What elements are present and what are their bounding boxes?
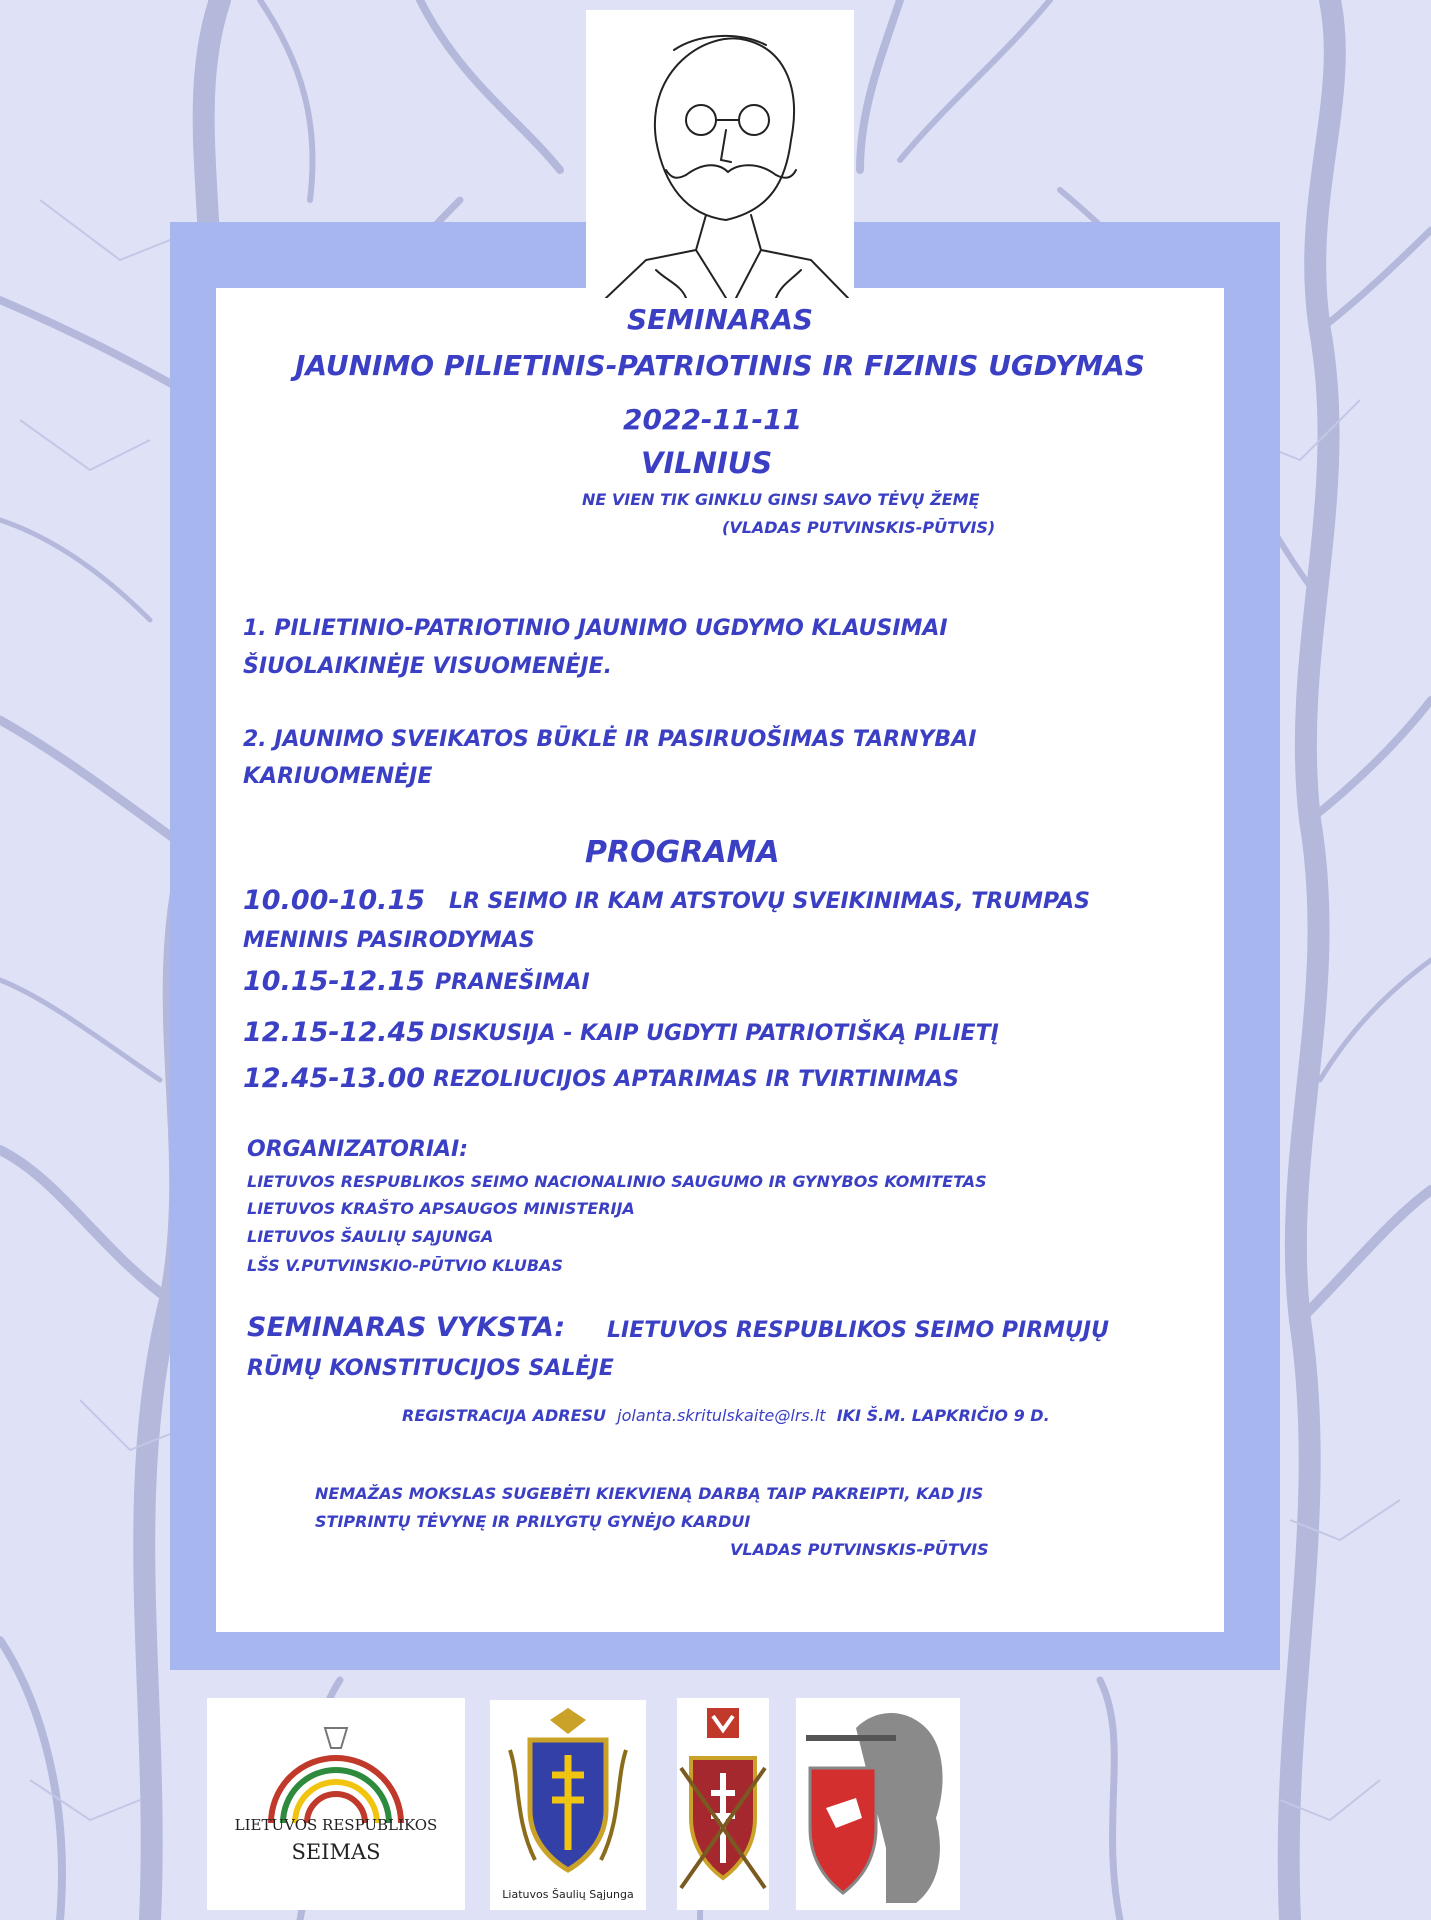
seminar-city: VILNIUS (641, 446, 773, 480)
seminar-date: 2022-11-11 (623, 403, 803, 436)
organizer-4: LŠS V.PUTVINSKIO-PŪTVIO KLUBAS (247, 1256, 563, 1275)
kam-logo (677, 1698, 769, 1910)
organizer-3: LIETUVOS ŠAULIŲ SĄJUNGA (247, 1227, 494, 1246)
portrait-illustration (586, 10, 854, 298)
seimas-caption-2: SEIMAS (291, 1840, 381, 1864)
registration-deadline: IKI Š.M. LAPKRIČIO 9 D. (836, 1406, 1050, 1425)
program-time-1: 10.00-10.15 (243, 885, 426, 916)
organizer-1: LIETUVOS RESPUBLIKOS SEIMO NACIONALINIO SAUGUMO IR GYNYBOS KOMITETAS (247, 1172, 987, 1191)
seminar-title: JAUNIMO PILIETINIS-PATRIOTINIS IR FIZINIS UGDYMAS (295, 349, 1145, 382)
topic-2-line2: KARIUOMENĖJE (243, 764, 433, 789)
program-heading: PROGRAMA (585, 835, 780, 870)
topic-1-line2: ŠIUOLAIKINĖJE VISUOMENĖJE. (243, 654, 612, 679)
seimas-caption-1: LIETUVOS RESPUBLIKOS (234, 1816, 438, 1834)
program-time-3: 12.15-12.45 (243, 1017, 426, 1048)
venue-text-1: LIETUVOS RESPUBLIKOS SEIMO PIRMŲJŲ (607, 1318, 1109, 1343)
program-text-1b: MENINIS PASIRODYMAS (243, 928, 535, 953)
seimas-logo (207, 1698, 465, 1910)
seminar-kicker: SEMINARAS (626, 303, 814, 336)
program-text-1: LR SEIMO IR KAM ATSTOVŲ SVEIKINIMAS, TRUMPAS (449, 889, 1090, 914)
sauliu-caption: Liatuvos Šaulių Sąjunga (502, 1888, 634, 1901)
program-text-2: PRANEŠIMAI (435, 970, 590, 995)
program-text-4: REZOLIUCIJOS APTARIMAS IR TVIRTINIMAS (433, 1067, 959, 1092)
program-text-3: DISKUSIJA - KAIP UGDYTI PATRIOTIŠKĄ PILIETĮ (430, 1021, 999, 1046)
club-logo (796, 1698, 960, 1910)
motto-line: NE VIEN TIK GINKLU GINSI SAVO TĖVŲ ŽEMĘ (582, 490, 980, 509)
program-time-2: 10.15-12.15 (243, 966, 426, 997)
wolf-shield-icon (796, 1698, 960, 1910)
organizers-heading: ORGANIZATORIAI: (247, 1137, 469, 1162)
sauliu-logo (490, 1700, 646, 1910)
registration-line (402, 1406, 1050, 1425)
registration-email[interactable]: jolanta.skritulskaite@lrs.lt (617, 1406, 826, 1425)
venue-label: SEMINARAS VYKSTA: (247, 1312, 566, 1343)
program-time-4: 12.45-13.00 (243, 1063, 426, 1094)
portrait-sketch (586, 10, 854, 298)
registration-prefix: REGISTRACIJA ADRESU (402, 1406, 607, 1425)
quote-author: VLADAS PUTVINSKIS-PŪTVIS (730, 1540, 989, 1559)
topic-1-line1: 1. PILIETINIO-PATRIOTINIO JAUNIMO UGDYMO KLAUSIMAI (243, 616, 948, 641)
topic-2-line1: 2. JAUNIMO SVEIKATOS BŪKLĖ IR PASIRUOŠIMAS TARNYBAI (243, 727, 977, 752)
quote-line-1: NEMAŽAS MOKSLAS SUGEBĖTI KIEKVIENĄ DARBĄ TAIP PAKREIPTI, KAD JIS (315, 1484, 984, 1503)
venue-text-2: RŪMŲ KONSTITUCIJOS SALĖJE (247, 1356, 614, 1381)
quote-line-2: STIPRINTŲ TĖVYNĘ IR PRILYGTŲ GYNĖJO KARDUI (315, 1512, 751, 1531)
kam-emblem-icon (677, 1698, 769, 1910)
organizer-2: LIETUVOS KRAŠTO APSAUGOS MINISTERIJA (247, 1199, 635, 1218)
sauliu-emblem-icon (490, 1700, 646, 1885)
motto-author: (VLADAS PUTVINSKIS-PŪTVIS) (722, 518, 996, 537)
